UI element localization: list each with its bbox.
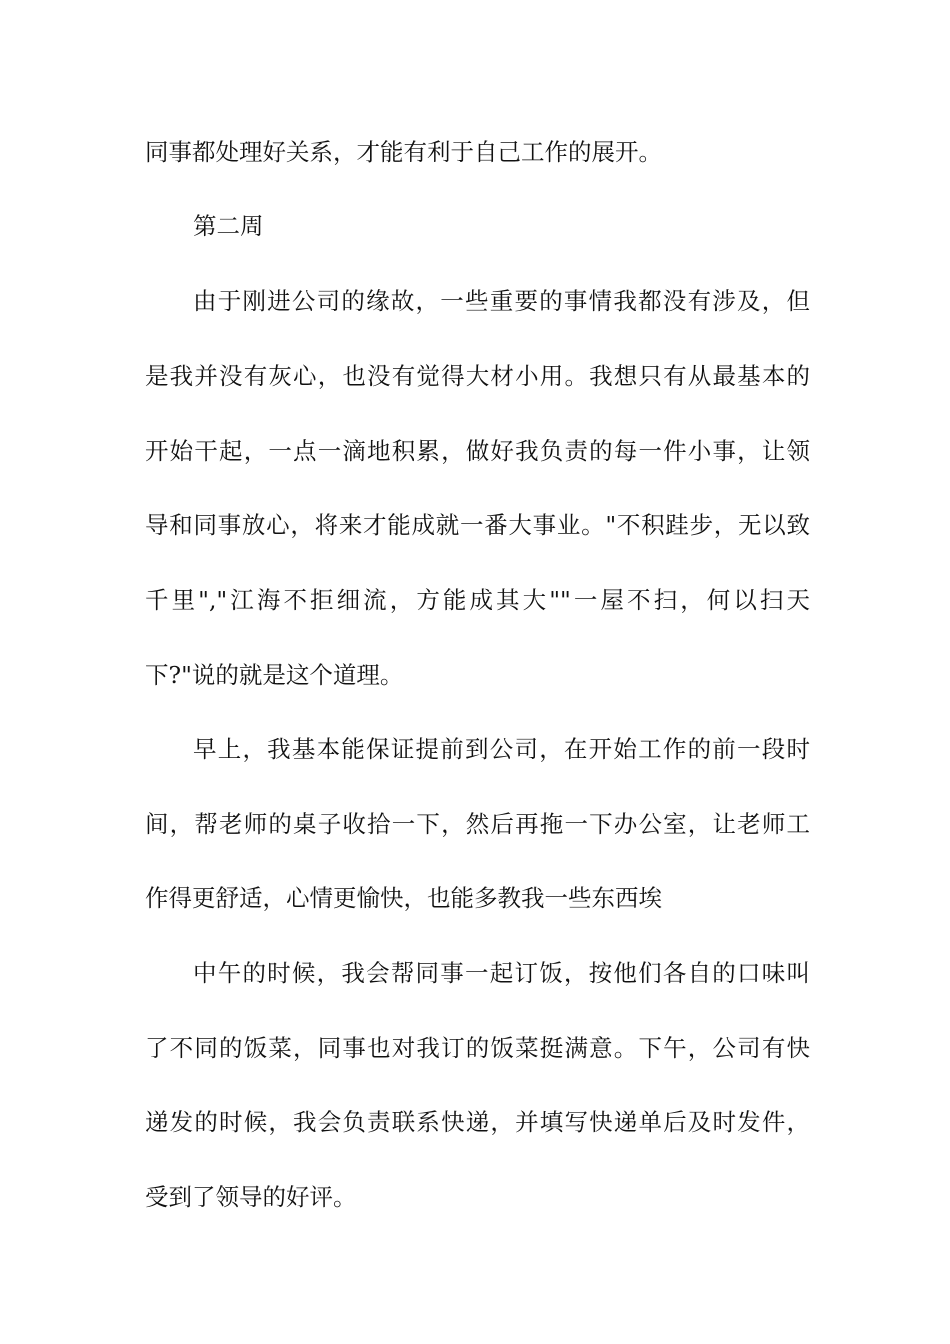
- paragraph-line-7: 千里","江海不拒细流，方能成其大""一屋不扫，何以扫天: [145, 586, 810, 614]
- paragraph-line-14: 递发的时候，我会负责联系快递，并填写快递单后及时发件，: [145, 1108, 810, 1136]
- section-heading-week-two: 第二周: [193, 212, 264, 240]
- paragraph-line-6: 导和同事放心，将来才能成就一番大事业。"不积跬步，无以致: [145, 511, 810, 539]
- paragraph-line-11: 作得更舒适，心情更愉快，也能多教我一些东西埃: [145, 884, 662, 912]
- paragraph-line-5: 开始干起，一点一滴地积累，做好我负责的每一件小事，让领: [145, 437, 810, 465]
- paragraph-line-4: 是我并没有灰心，也没有觉得大材小用。我想只有从最基本的: [145, 362, 810, 390]
- paragraph-line-12: 中午的时候，我会帮同事一起订饭，按他们各自的口味叫: [193, 959, 810, 987]
- paragraph-line-3: 由于刚进公司的缘故，一些重要的事情我都没有涉及，但: [193, 287, 810, 315]
- paragraph-line-8: 下?"说的就是这个道理。: [145, 661, 404, 689]
- paragraph-line-1: 同事都处理好关系，才能有利于自己工作的展开。: [145, 138, 662, 166]
- paragraph-line-9: 早上，我基本能保证提前到公司，在开始工作的前一段时: [193, 735, 810, 763]
- paragraph-line-15: 受到了领导的好评。: [145, 1183, 357, 1211]
- paragraph-line-13: 了不同的饭菜，同事也对我订的饭菜挺满意。下午，公司有快: [145, 1034, 810, 1062]
- paragraph-line-10: 间，帮老师的桌子收拾一下，然后再拖一下办公室，让老师工: [145, 810, 810, 838]
